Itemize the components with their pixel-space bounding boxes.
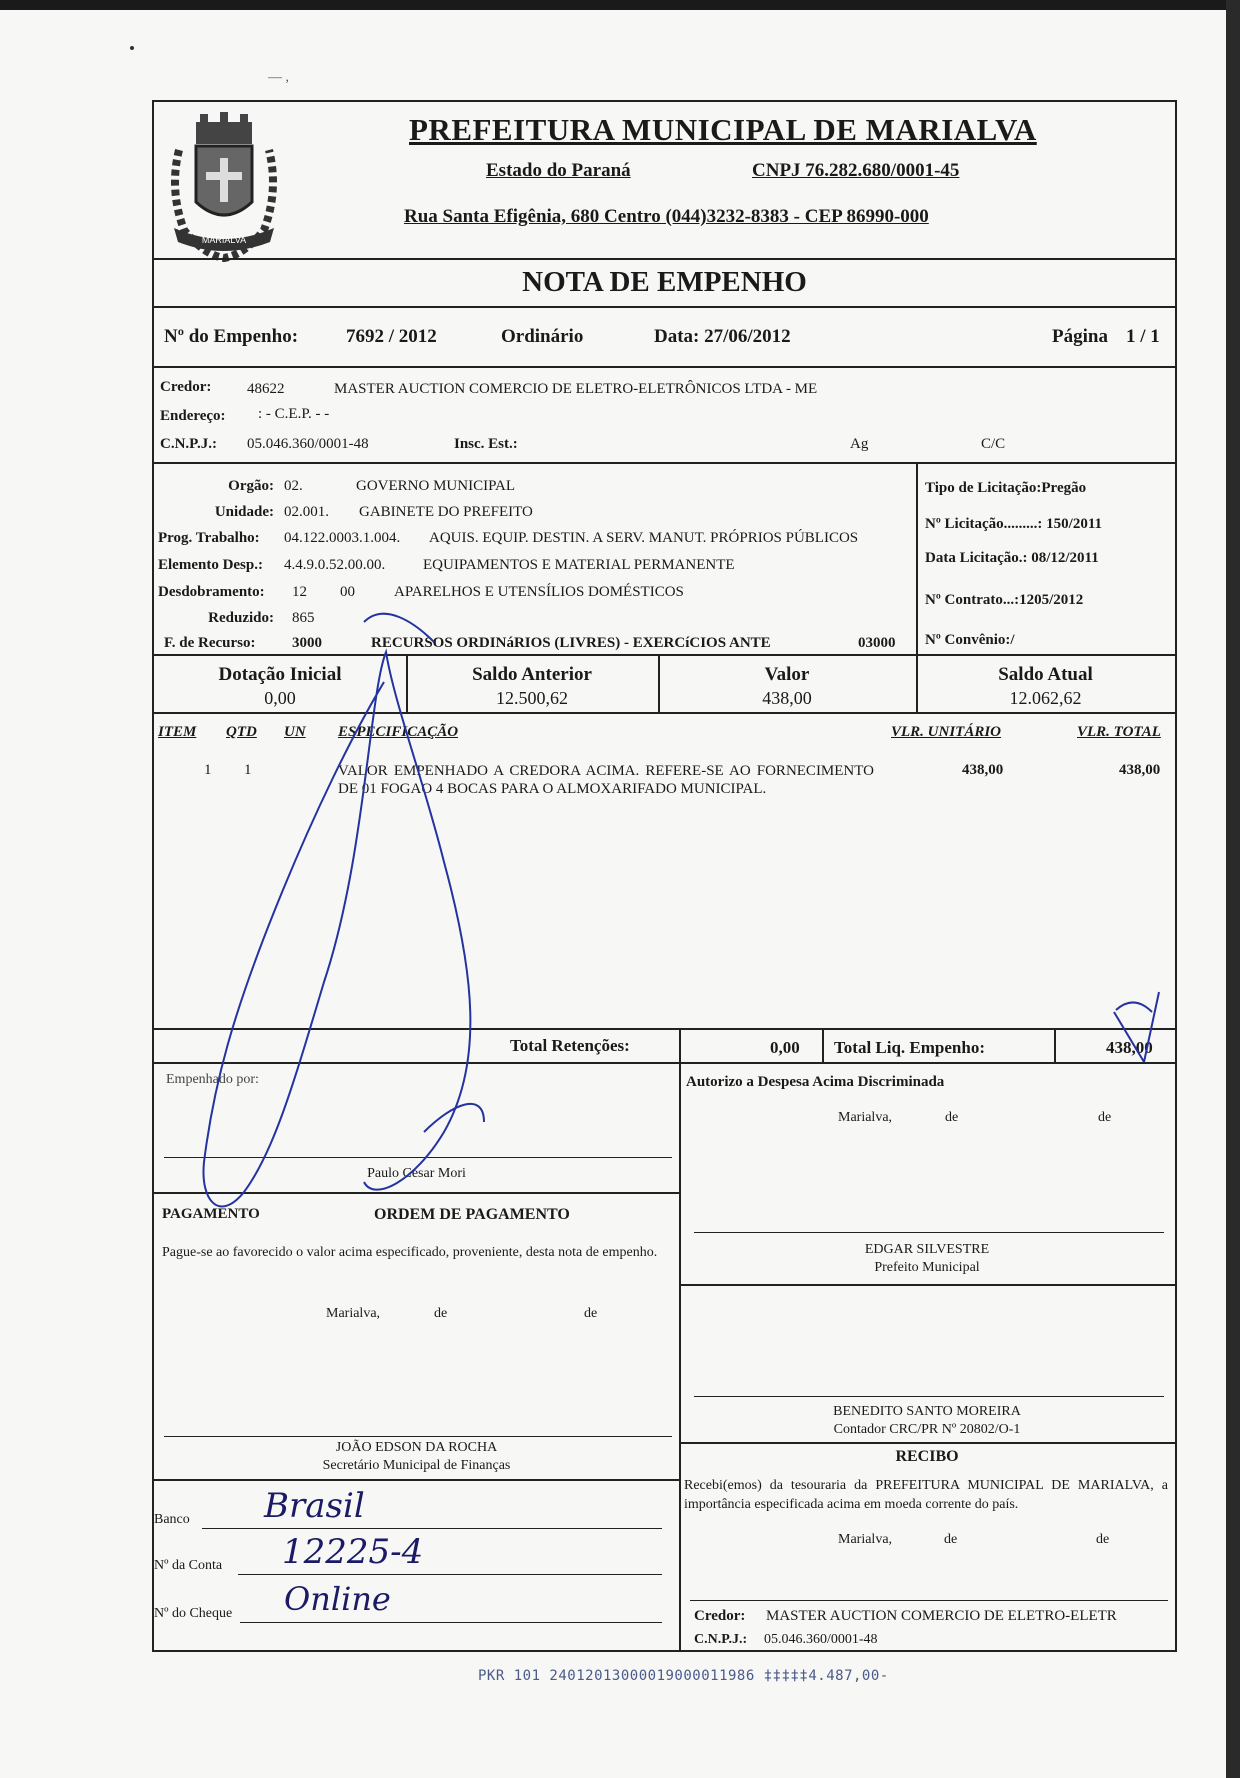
ordem-pagamento-title: ORDEM DE PAGAMENTO [374, 1206, 570, 1223]
elemento-code: 4.4.9.0.52.00.00. [284, 557, 386, 573]
col-header-item: ITEM [158, 724, 197, 740]
municipal-crest-icon [164, 110, 284, 260]
contador-title: Contador CRC/PR Nº 20802/O-1 [833, 1422, 1021, 1437]
retencoes-value: 0,00 [770, 1038, 800, 1057]
date-de: de [434, 1306, 448, 1321]
empenho-number-label: Nº do Empenho: [164, 326, 299, 347]
retencoes-label: Total Retenções: [510, 1036, 630, 1055]
elemento-label: Elemento Desp.: [158, 557, 263, 573]
autorizo-text: Autorizo a Despesa Acima Discriminada [686, 1074, 945, 1090]
row-spec: VALOR EMPENHADO A CREDORA ACIMA. REFERE-SE AO FORNECIMENTO DE 01 FOGAO 4 BOCAS PARA O ALMOXARIFADO MUNICIPAL. [338, 763, 874, 797]
cheque-label: Nº do Cheque [154, 1606, 233, 1621]
city-cnpj: CNPJ 76.282.680/0001-45 [752, 160, 960, 181]
empenhado-label: Empenhado por: [166, 1072, 259, 1087]
saldo-anterior-label: Saldo Anterior [472, 664, 592, 685]
secretario-name: JOÃO EDSON DA ROCHA [335, 1440, 498, 1455]
city-label: Marialva, [838, 1110, 893, 1125]
divider [154, 366, 1175, 368]
scan-edge-right [1226, 0, 1240, 1778]
divider [916, 462, 918, 654]
prog-label: Prog. Trabalho: [158, 530, 260, 546]
recibo-credor-label: Credor: [694, 1608, 746, 1624]
convenio-numero: Nº Convênio:/ [925, 632, 1015, 648]
creditor-code: 48622 [247, 381, 285, 397]
insc-label: Insc. Est.: [454, 436, 518, 452]
col-header-qtd: QTD [226, 724, 257, 740]
total-liquido-value: 438,00 [1106, 1038, 1153, 1057]
empenho-number: 7692 / 2012 [346, 326, 437, 347]
signature-line [694, 1232, 1164, 1233]
cheque-field[interactable] [240, 1622, 662, 1623]
check-mark-icon [1104, 992, 1164, 1072]
creditor-name: MASTER AUCTION COMERCIO DE ELETRO-ELETRÔNICOS LTDA - ME [334, 381, 818, 397]
col-header-total-value: VLR. TOTAL [1077, 724, 1161, 740]
scan-mark: — , [268, 70, 289, 85]
saldo-anterior-value: 12.500,62 [496, 688, 568, 708]
city-label: Marialva, [838, 1532, 893, 1547]
pagamento-text: Pague-se ao favorecido o valor acima especificado, proveniente, desta nota de empenho. [162, 1245, 658, 1260]
date-de: de [944, 1532, 958, 1547]
state-name: Estado do Paraná [486, 160, 631, 181]
prog-name: AQUIS. EQUIP. DESTIN. A SERV. MANUT. PRÓPRIOS PÚBLICOS [429, 530, 859, 546]
crest-label: MARIALVA [201, 235, 247, 245]
unidade-label: Unidade: [214, 504, 274, 520]
cc-label: C/C [981, 436, 1006, 452]
recurso-name: RECURSOS ORDINáRIOS (LIVRES) - EXERCíCIOS ANTE [371, 635, 771, 651]
signature-line [164, 1436, 672, 1437]
orgao-code: 02. [284, 478, 303, 494]
document-title: NOTA DE EMPENHO [522, 266, 807, 298]
city-label: Marialva, [326, 1306, 381, 1321]
scan-edge-top [0, 0, 1240, 10]
ag-label: Ag [850, 436, 869, 452]
divider [154, 258, 1175, 260]
divider [822, 1028, 824, 1062]
date-de: de [1098, 1110, 1112, 1125]
dotacao-label: Dotação Inicial [218, 664, 342, 685]
city-address: Rua Santa Efigênia, 680 Centro (044)3232-8383 - CEP 86990-000 [404, 206, 929, 227]
orgao-name: GOVERNO MUNICIPAL [356, 478, 516, 494]
conta-handwritten: 12225-4 [282, 1532, 424, 1572]
address-label: Endereço: [160, 408, 226, 424]
unidade-name: GABINETE DO PREFEITO [359, 504, 533, 520]
cheque-handwritten: Online [284, 1580, 391, 1618]
creditor-label: Credor: [160, 379, 212, 395]
desdobramento-name: APARELHOS E UTENSÍLIOS DOMÉSTICOS [394, 584, 684, 600]
empenhado-name: Paulo César Mori [367, 1166, 466, 1181]
divider [679, 1284, 1175, 1286]
secretario-title: Secretário Municipal de Finanças [322, 1458, 511, 1473]
divider [679, 1028, 681, 1062]
row-total-value: 438,00 [1119, 762, 1161, 778]
recibo-text: Recebi(emos) da tesouraria da PREFEITURA MUNICIPAL DE MARIALVA, a importância especificada acima em moeda corrente do país. [684, 1478, 1168, 1512]
divider [154, 462, 1175, 464]
cnpj-label: C.N.P.J.: [160, 436, 217, 452]
licitacao-numero: Nº Licitação.........: 150/2011 [925, 516, 1103, 532]
row-qtd: 1 [244, 762, 252, 778]
recibo-cnpj: 05.046.360/0001-48 [764, 1632, 878, 1647]
divider [154, 1479, 679, 1481]
saldo-atual-label: Saldo Atual [998, 664, 1093, 685]
creditor-cnpj: 05.046.360/0001-48 [247, 436, 369, 452]
valor-label: Valor [764, 664, 810, 685]
desdobramento-sub: 00 [340, 584, 355, 600]
conta-label: Nº da Conta [154, 1558, 223, 1573]
divider [1054, 1028, 1056, 1062]
footer-code: PKR 101 24012013000019000011986 ‡‡‡‡‡4.487,00- [478, 1668, 889, 1684]
contrato-numero: Nº Contrato...:1205/2012 [925, 592, 1084, 608]
desdobramento-code: 12 [292, 584, 307, 600]
reduzido-label: Reduzido: [208, 610, 274, 626]
col-header-unit-value: VLR. UNITÁRIO [891, 724, 1002, 740]
unidade-code: 02.001. [284, 504, 329, 520]
elemento-name: EQUIPAMENTOS E MATERIAL PERMANENTE [423, 557, 735, 573]
prefeito-title: Prefeito Municipal [874, 1260, 980, 1275]
contador-name: BENEDITO SANTO MOREIRA [833, 1404, 1021, 1419]
empenho-type: Ordinário [501, 326, 584, 347]
valor-value: 438,00 [762, 688, 812, 708]
address-value: : - C.E.P. - - [258, 406, 330, 422]
signature-line [690, 1600, 1168, 1601]
col-header-spec: ESPECIFICAÇÃO [338, 724, 459, 740]
total-liquido-label: Total Liq. Empenho: [834, 1038, 985, 1057]
signature-line [694, 1396, 1164, 1397]
date-de: de [945, 1110, 959, 1125]
prog-code: 04.122.0003.1.004. [284, 530, 401, 546]
page-label: Página [1052, 326, 1108, 347]
row-item: 1 [204, 762, 212, 778]
reduzido-code: 865 [292, 610, 315, 626]
col-header-un: UN [284, 724, 306, 740]
page-title: PREFEITURA MUNICIPAL DE MARIALVA [409, 112, 1037, 147]
empenho-form [152, 100, 1177, 1652]
recurso-code: 3000 [292, 635, 322, 651]
recibo-credor: MASTER AUCTION COMERCIO DE ELETRO-ELETR [766, 1608, 1117, 1624]
handwritten-signature-stroke [124, 562, 564, 1242]
desdobramento-label: Desdobramento: [158, 584, 265, 600]
row-unit-value: 438,00 [962, 762, 1004, 778]
banco-handwritten: Brasil [264, 1486, 365, 1526]
recurso-number: 03000 [858, 635, 896, 651]
divider [679, 1062, 681, 1652]
date-de: de [584, 1306, 598, 1321]
divider [154, 306, 1175, 308]
date-de: de [1096, 1532, 1110, 1547]
licitacao-tipo: Tipo de Licitação:Pregão [925, 480, 1087, 496]
prefeito-name: EDGAR SILVESTRE [864, 1242, 990, 1257]
licitacao-data: Data Licitação.: 08/12/2011 [925, 550, 1099, 566]
orgao-label: Orgão: [228, 478, 274, 494]
banco-label: Banco [154, 1512, 190, 1527]
conta-field[interactable] [238, 1574, 662, 1575]
recibo-title: RECIBO [895, 1448, 959, 1465]
scan-dot [130, 46, 134, 50]
recurso-label: F. de Recurso: [164, 635, 256, 651]
saldo-atual-value: 12.062,62 [1009, 688, 1082, 708]
banco-field[interactable] [202, 1528, 662, 1529]
page-number: 1 / 1 [1126, 326, 1160, 347]
recibo-cnpj-label: C.N.P.J.: [694, 1632, 748, 1647]
empenho-date: Data: 27/06/2012 [654, 326, 791, 347]
pagamento-label: PAGAMENTO [162, 1206, 260, 1222]
dotacao-value: 0,00 [264, 688, 296, 708]
divider [679, 1442, 1175, 1444]
